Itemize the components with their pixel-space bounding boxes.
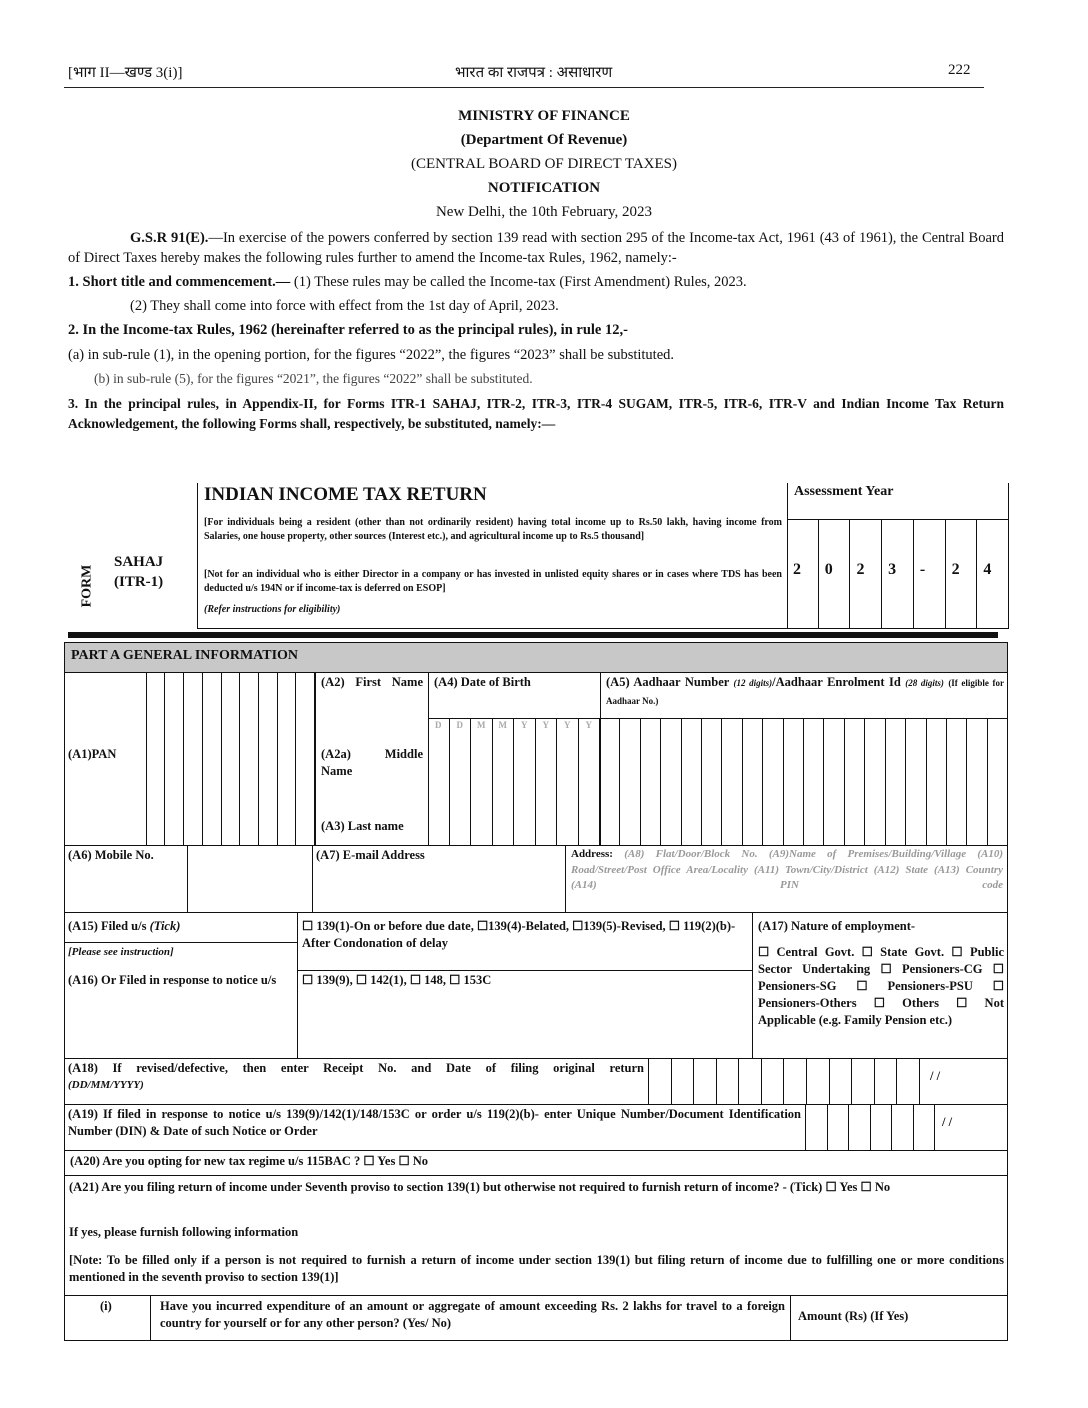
digit-box[interactable] — [914, 1104, 936, 1151]
first-name-label: (A2) First Name — [321, 675, 423, 689]
assessment-year — [787, 519, 1008, 629]
rule1-lead: 1. Short title and commencement.— — [68, 274, 291, 290]
digit-box[interactable] — [892, 1104, 914, 1151]
digit-box[interactable] — [620, 718, 640, 846]
digit-box[interactable] — [600, 718, 620, 846]
digit-box[interactable] — [184, 672, 203, 846]
ay-digit: 3 — [882, 519, 914, 629]
rule1b: (2) They shall come into force with effect from the 1st day of April, 2023. — [130, 298, 559, 314]
digit-box[interactable] — [845, 718, 865, 846]
a15-label: (A15) Filed u/s — [68, 919, 147, 933]
aadhaar-eligible: (If eligible for Aadhaar No.) — [606, 678, 1004, 706]
digit-box[interactable] — [128, 672, 147, 846]
mobile-input[interactable] — [188, 846, 311, 912]
digit-box[interactable] — [804, 718, 824, 846]
digit-box[interactable] — [717, 1058, 740, 1105]
digit-box[interactable] — [682, 718, 702, 846]
part-a-title: PART A GENERAL INFORMATION — [64, 642, 1008, 673]
rule3: 3. In the principal rules, in Appendix-II, for Forms ITR-1 SAHAJ, ITR-2, ITR-3, ITR-4 SUGAM, ITR-5, ITR-6, ITR-V and Indian Income Tax Return Acknowledgement, the following Forms shall, respectively, be substituted, namely:— — [68, 396, 1004, 431]
digit-box[interactable] — [886, 718, 906, 846]
digit-box[interactable]: Y — [557, 718, 579, 846]
item-i-number: (i) — [100, 1299, 112, 1313]
digit-box[interactable] — [147, 672, 166, 846]
digit-box[interactable] — [762, 1058, 785, 1105]
digit-box[interactable]: Y — [514, 718, 536, 846]
digit-box[interactable] — [849, 1104, 871, 1151]
a15-options[interactable]: ☐ 139(1)-On or before due date, ☐139(4)-Belated, ☐139(5)-Revised, ☐ 119(2)(b)- After Condonation of delay — [302, 919, 736, 950]
gazette-title: भारत का राजपत्र : असाधारण — [455, 65, 613, 81]
digit-box[interactable] — [649, 1058, 672, 1105]
digit-box[interactable] — [852, 1058, 875, 1105]
digit-box[interactable] — [702, 718, 722, 846]
gazette-part: [भाग II—खण्ड 3(i)] — [68, 65, 183, 81]
a17-label: (A17) Nature of employment- — [758, 919, 916, 933]
item-i-text: Have you incurred expenditure of an amount or aggregate of amount exceeding Rs. 2 lakhs for travel to a foreign country for yourself or for any other person? (Yes/ No) — [160, 1299, 785, 1330]
a15-note: [Please see instruction] — [68, 946, 174, 958]
rule2b: (b) in sub-rule (5), for the figures “2021”, the figures “2022” shall be substituted. — [94, 371, 533, 386]
digit-box[interactable] — [927, 718, 947, 846]
digit-box[interactable] — [947, 718, 967, 846]
a15-tick: (Tick) — [149, 919, 181, 933]
gsr-para — [68, 228, 1004, 268]
digit-box[interactable] — [806, 1104, 828, 1151]
ay-digit: - — [914, 519, 946, 629]
form-desc-1: [For individuals being a resident (other than not ordinarily resident) having total income up to Rs.50 lakh, having income from Salaries, one house property, other sources (Interest etc.), and agricultural income up to Rs.5 thousand] — [204, 517, 782, 542]
digit-box[interactable]: Y — [536, 718, 558, 846]
form-name-2: (ITR-1) — [114, 574, 164, 590]
email-label: (A7) E-mail Address — [316, 848, 425, 862]
gsr-lead: G.S.R 91(E). — [130, 230, 209, 246]
a21-note: [Note: To be filled only if a person is not required to furnish a return of income under section 139(1) but filing return of income due to fulfilling one or more conditions mentioned in the seventh proviso to section 139(1)] — [69, 1253, 1004, 1284]
address-field[interactable] — [571, 847, 1003, 911]
digit-box[interactable] — [672, 1058, 695, 1105]
digit-box[interactable] — [296, 672, 315, 846]
digit-box[interactable]: D — [428, 718, 450, 846]
digit-box[interactable] — [784, 1058, 807, 1105]
form-label: FORM — [79, 564, 95, 608]
digit-box[interactable] — [906, 718, 926, 846]
a21-if-yes: If yes, please furnish following information — [69, 1225, 299, 1239]
receipt-number-input[interactable] — [648, 1058, 920, 1105]
aadhaar-label — [606, 674, 1004, 710]
digit-box[interactable] — [222, 672, 241, 846]
form-name — [114, 552, 163, 592]
form-title: INDIAN INCOME TAX RETURN — [204, 484, 487, 505]
digit-box[interactable] — [875, 1058, 898, 1105]
digit-box[interactable] — [694, 1058, 717, 1105]
ay-digit: 4 — [983, 561, 992, 578]
ay-digit: 2 — [787, 519, 819, 629]
digit-box[interactable] — [739, 1058, 762, 1105]
digit-box[interactable]: D — [450, 718, 472, 846]
last-name-label: (A3) Last name — [321, 819, 404, 833]
page-number: 222 — [948, 62, 971, 78]
rule1-text: (1) These rules may be called the Income-tax (First Amendment) Rules, 2023. — [290, 274, 747, 290]
digit-box[interactable] — [641, 718, 661, 846]
digit-box[interactable] — [784, 718, 804, 846]
aadhaar-28: (28 digits) — [905, 678, 944, 688]
digit-box[interactable] — [967, 718, 987, 846]
digit-box[interactable]: Y — [579, 718, 601, 846]
filed-us-label — [68, 918, 180, 935]
board: (CENTRAL BOARD OF DIRECT TAXES) — [410, 156, 678, 172]
digit-box[interactable]: M — [471, 718, 493, 846]
digit-box[interactable] — [240, 672, 259, 846]
a20-new-regime[interactable]: (A20) Are you opting for new tax regime u/s 115BAC ? ☐ Yes ☐ No — [64, 1150, 1008, 1176]
digit-box[interactable] — [661, 718, 681, 846]
ministry: MINISTRY OF FINANCE — [458, 108, 630, 124]
address-parts: (A8) Flat/Door/Block No. (A9)Name of Premises/Building/Village (A10) Road/Street/Post Office Area/Locality (A11) Town/City/District (A12) State (A13) Country (A14) PIN code — [571, 848, 1003, 891]
email-input[interactable] — [313, 866, 565, 912]
digit-box[interactable] — [743, 718, 763, 846]
a19-date-input[interactable]: / / — [942, 1115, 953, 1129]
item-i-amount[interactable]: Amount (Rs) (If Yes) — [798, 1309, 909, 1323]
aadhaar-input[interactable] — [600, 718, 1008, 846]
a16-options[interactable]: ☐ 139(9), ☐ 142(1), ☐ 148, ☐ 153C — [302, 973, 492, 987]
date-line: New Delhi, the 10th February, 2023 — [435, 204, 653, 220]
din-input[interactable] — [805, 1104, 935, 1151]
assessment-year-label: Assessment Year — [794, 484, 894, 499]
digit-box[interactable] — [807, 1058, 830, 1105]
digit-box[interactable] — [203, 672, 222, 846]
digit-box[interactable] — [865, 718, 885, 846]
digit-box[interactable] — [897, 1058, 920, 1105]
form-name-1: SAHAJ — [114, 554, 164, 570]
notification-title: NOTIFICATION — [487, 180, 601, 196]
a19-label: (A19) If filed in response to notice u/s 139(9)/142(1)/148/153C or order u/s 119(2)(b)- enter Unique Number/Document Identification Number (DIN) & Date of such Notice or Order — [68, 1107, 801, 1138]
ay-digit: 2 — [850, 519, 882, 629]
header-rule — [64, 87, 984, 88]
digit-box[interactable] — [763, 718, 783, 846]
aadhaar-12: (12 digits) — [733, 678, 773, 688]
rule2: 2. In the Income-tax Rules, 1962 (hereinafter referred to as the principal rules), in rule 12,- — [68, 322, 628, 338]
digit-box[interactable] — [278, 672, 297, 846]
address-label: Address: — [571, 848, 613, 860]
department: (Department Of Revenue) — [460, 132, 628, 148]
a16-label: (A16) Or Filed in response to notice u/s — [68, 973, 277, 987]
digit-box[interactable] — [988, 718, 1008, 846]
pan-label: (A1)PAN — [68, 747, 117, 761]
a18-date-input[interactable]: / / — [930, 1069, 941, 1083]
gsr-text: —In exercise of the powers conferred by section 139 read with section 295 of the Income-tax Act, 1961 (43 of 1961), the Central Board of Direct Taxes hereby makes the following rules further to amend the Income-tax Rules, 1962, namely:- — [68, 230, 1004, 266]
a18-format: (DD/MM/YYYY) — [68, 1079, 144, 1091]
rule2a: (a) in sub-rule (1), in the opening portion, for the figures “2022”, the figures “2023” shall be substituted. — [68, 347, 675, 363]
middle-name-label: (A2a) Middle Name — [321, 747, 423, 778]
digit-box[interactable] — [830, 1058, 853, 1105]
digit-box[interactable] — [871, 1104, 893, 1151]
pan-input[interactable] — [128, 672, 315, 846]
ay-digit: 0 — [819, 519, 851, 629]
ay-digit: 2 — [946, 519, 978, 629]
dob-input[interactable] — [428, 718, 600, 846]
separator-bar — [68, 632, 998, 638]
mobile-label: (A6) Mobile No. — [68, 848, 154, 862]
form-desc-3: (Refer instructions for eligibility) — [204, 604, 341, 615]
digit-box[interactable] — [824, 718, 844, 846]
digit-box[interactable] — [165, 672, 184, 846]
dob-label: (A4) Date of Birth — [434, 675, 531, 689]
a21-question[interactable]: (A21) Are you filing return of income under Seventh proviso to section 139(1) but otherwise not required to furnish return of income? - (Tick) ☐ Yes ☐ No — [69, 1180, 891, 1194]
a17-options[interactable]: ☐ Central Govt. ☐ State Govt. ☐ Public Sector Undertaking ☐ Pensioners-CG ☐ Pensioners-SG ☐ Pensioners-PSU ☐ Pensioners-Others ☐ Others ☐ Not Applicable (e.g. Family Pension etc.) — [758, 945, 1004, 1027]
digit-box[interactable] — [722, 718, 742, 846]
form-desc-2: [Not for an individual who is either Director in a company or has invested in unlisted equity shares or in cases where TDS has been deducted u/s 194N or if income-tax is deferred on ESOP] — [204, 569, 782, 594]
digit-box[interactable] — [259, 672, 278, 846]
digit-box[interactable] — [828, 1104, 850, 1151]
a18-label: (A18) If revised/defective, then enter Receipt No. and Date of filing original return — [68, 1061, 644, 1075]
aadhaar-label-main: (A5) Aadhaar Number — [606, 675, 730, 689]
digit-box[interactable]: M — [493, 718, 515, 846]
aadhaar-enrol: /Aadhaar Enrolment Id — [772, 675, 901, 689]
rule1 — [68, 272, 1004, 292]
